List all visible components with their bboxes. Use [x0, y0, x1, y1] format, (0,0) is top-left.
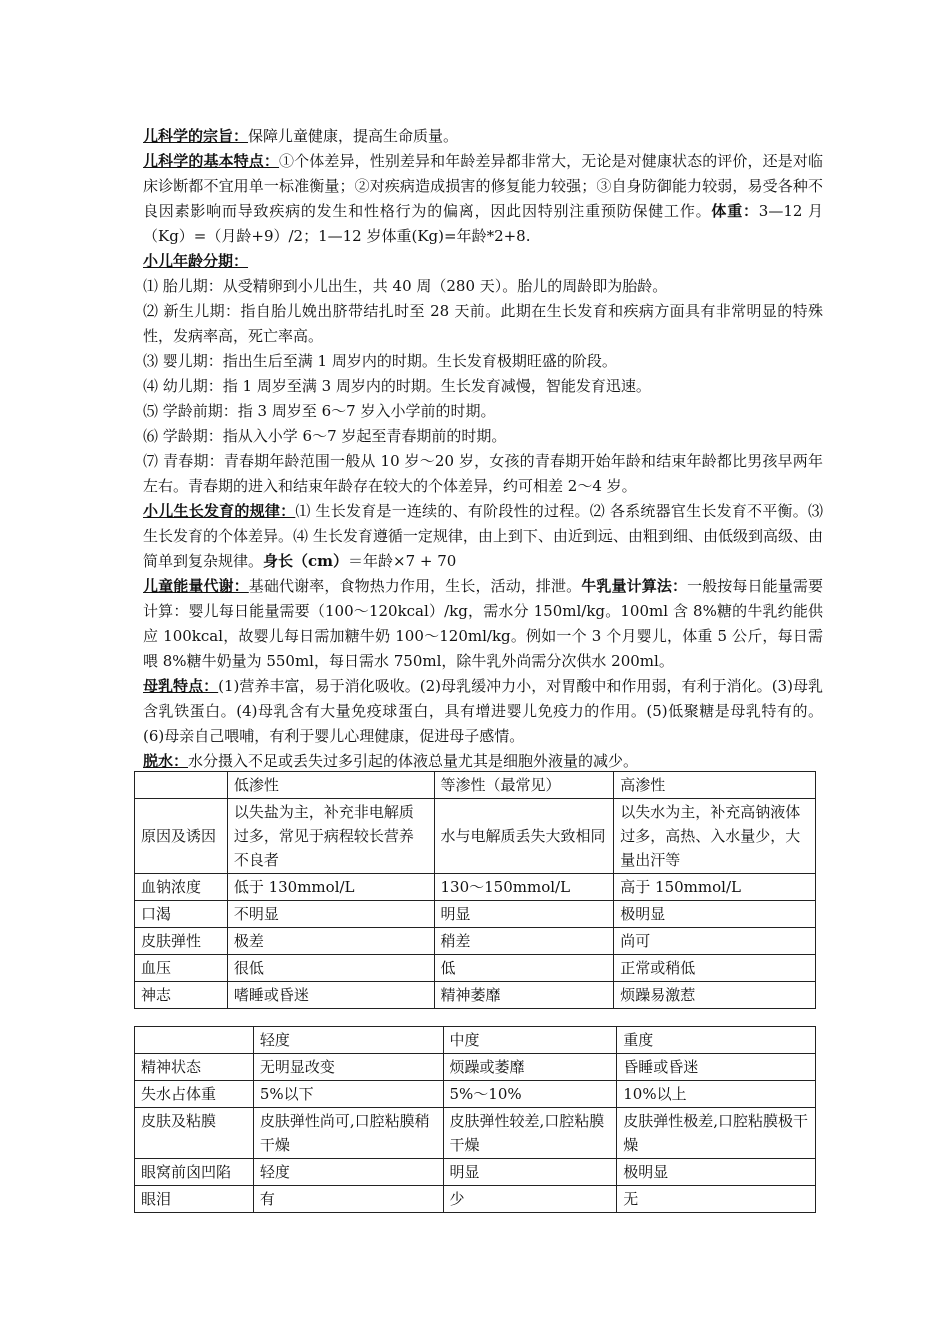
table-cell: 130～150mmol/L	[434, 874, 614, 901]
table-cell: 高于 150mmol/L	[614, 874, 816, 901]
text-milk: 一般按每日能量需要计算：婴儿每日能量需要（100～120kcal）/kg，需水分 150ml/kg。100ml 含 8%糖的牛乳约能供应 100kcal，故婴儿每日需加糖牛奶 100～120ml/kg。例如一个 3 个月婴儿，体重 5 公斤，每日需喂 8%糖牛奶量为 550ml，每日需水 750ml，除牛乳外尚需分次供水 200ml。	[143, 577, 823, 670]
table-cell: 皮肤弹性尚可,口腔粘膜稍干燥	[253, 1108, 443, 1159]
paragraph-energy	[143, 574, 823, 674]
stage-item: ⑴ 胎儿期：从受精卵到小儿出生，共 40 周（280 天）。胎儿的周龄即为胎龄。	[143, 277, 668, 295]
table-row	[135, 1054, 816, 1081]
text-height: ＝年龄×7 + 70	[348, 552, 457, 570]
table-row	[135, 1108, 816, 1159]
table-cell: 低于 130mmol/L	[227, 874, 434, 901]
table-cell: 高渗性	[614, 772, 816, 799]
table-cell: 水与电解质丢失大致相同	[434, 799, 614, 874]
table-cell: 烦躁或萎靡	[443, 1054, 617, 1081]
paragraph-features	[143, 149, 823, 249]
table-cell: 不明显	[227, 901, 434, 928]
table-cell: 口渴	[135, 901, 228, 928]
stage-item: ⑷ 幼儿期：指 1 周岁至满 3 周岁内的时期。生长发育减慢，智能发育迅速。	[143, 377, 651, 395]
stage-item: ⑹ 学龄期：指从入小学 6～7 岁起至青春期前的时期。	[143, 427, 507, 445]
table-cell: 中度	[443, 1027, 617, 1054]
table-cell: 精神状态	[135, 1054, 254, 1081]
table-cell: 嗜睡或昏迷	[227, 982, 434, 1009]
table-row	[135, 1186, 816, 1213]
heading-dehydration: 脱水：	[143, 752, 189, 770]
table-row	[135, 799, 816, 874]
paragraph-purpose	[143, 124, 823, 149]
table-cell: 5%以下	[253, 1081, 443, 1108]
label-milk: 牛乳量计算法：	[581, 577, 688, 595]
label-weight: 体重：	[711, 202, 759, 220]
table-cell: 原因及诱因	[135, 799, 228, 874]
label-height: 身长（cm）	[263, 552, 349, 570]
table-cell	[135, 1027, 254, 1054]
table-row	[135, 901, 816, 928]
table-cell: 神志	[135, 982, 228, 1009]
dehydration-type-table	[134, 771, 816, 1009]
paragraph-age-stages	[143, 249, 823, 274]
text-weight: 3—12 月（Kg）=（月龄+9）/2；1—12 岁体重(Kg)=年龄*2+8.	[143, 202, 823, 245]
table-row	[135, 928, 816, 955]
table-cell: 以失盐为主，补充非电解质过多，常见于病程较长营养不良者	[227, 799, 434, 874]
table-cell: 皮肤弹性	[135, 928, 228, 955]
table-cell: 昏睡或昏迷	[617, 1054, 816, 1081]
text-breastmilk: (1)营养丰富，易于消化吸收。(2)母乳缓冲力小，对胃酸中和作用弱，有利于消化。(3)母乳含乳铁蛋白。(4)母乳含有大量免疫球蛋白，具有增进婴儿免疫力的作用。(5)低聚糖是母乳特有的。 (6)母亲自己喂哺，有利于婴儿心理健康，促进母子感情。	[143, 677, 823, 745]
text-dehydration: 水分摄入不足或丢失过多引起的体液总量尤其是细胞外液量的减少。	[188, 752, 639, 770]
heading-purpose: 儿科学的宗旨：	[143, 127, 249, 145]
table-cell: 等渗性（最常见）	[434, 772, 614, 799]
table-cell: 极差	[227, 928, 434, 955]
table-cell: 眼泪	[135, 1186, 254, 1213]
table-cell: 轻度	[253, 1159, 443, 1186]
table-cell: 烦躁易激惹	[614, 982, 816, 1009]
text-features: ①个体差异，性别差异和年龄差异都非常大，无论是对健康状态的评价，还是对临床诊断都不宜用单一标准衡量；②对疾病造成损害的修复能力较强；③自身防御能力较弱，易受各种不良因素影响而导致疾病的发生和性格行为的偏离，因此因特别注重预防保健工作。	[143, 152, 823, 220]
table-cell: 明显	[434, 901, 614, 928]
table-cell: 血压	[135, 955, 228, 982]
table-cell: 血钠浓度	[135, 874, 228, 901]
table-cell: 极明显	[617, 1159, 816, 1186]
stage-item: ⑺ 青春期：青春期年龄范围一般从 10 岁～20 岁，女孩的青春期开始年龄和结束年龄都比男孩早两年左右。青春期的进入和结束年龄存在较大的个体差异，约可相差 2～4 岁。	[143, 452, 823, 495]
table-cell: 精神萎靡	[434, 982, 614, 1009]
table-cell: 皮肤及粘膜	[135, 1108, 254, 1159]
table-cell: 正常或稍低	[614, 955, 816, 982]
table-cell: 皮肤弹性极差,口腔粘膜极干燥	[617, 1108, 816, 1159]
text-energy: 基础代谢率，食物热力作用，生长，活动，排泄。	[248, 577, 582, 595]
heading-breastmilk: 母乳特点：	[143, 677, 219, 695]
table-cell: 很低	[227, 955, 434, 982]
text-purpose: 保障儿童健康，提高生命质量。	[248, 127, 459, 145]
dehydration-degree-table	[134, 1026, 816, 1213]
table-cell: 无明显改变	[253, 1054, 443, 1081]
table-header-row	[135, 772, 816, 799]
stage-item: ⑵ 新生儿期：指自胎儿娩出脐带结扎时至 28 天前。此期在生长发育和疾病方面具有非常明显的特殊性，发病率高，死亡率高。	[143, 302, 823, 345]
table-cell: 明显	[443, 1159, 617, 1186]
table-cell: 皮肤弹性较差,口腔粘膜干燥	[443, 1108, 617, 1159]
table-cell: 轻度	[253, 1027, 443, 1054]
table-cell: 无	[617, 1186, 816, 1213]
text-growth: ⑴ 生长发育是一连续的、有阶段性的过程。⑵ 各系统器官生长发育不平衡。⑶ 生长发育的个体差异。⑷ 生长发育遵循一定规律，由上到下、由近到远、由粗到细、由低级到高级、由简单到复杂规律。	[143, 502, 823, 570]
table-row	[135, 1159, 816, 1186]
table-cell: 眼窝前囟凹陷	[135, 1159, 254, 1186]
heading-energy: 儿童能量代谢：	[143, 577, 249, 595]
paragraph-growth	[143, 499, 823, 574]
table-cell: 低	[434, 955, 614, 982]
table-cell: 10%以上	[617, 1081, 816, 1108]
stage-item: ⑸ 学龄前期：指 3 周岁至 6～7 岁入小学前的时期。	[143, 402, 496, 420]
table-row	[135, 955, 816, 982]
table-cell: 尚可	[614, 928, 816, 955]
table-cell: 极明显	[614, 901, 816, 928]
stage-item: ⑶ 婴儿期：指出生后至满 1 周岁内的时期。生长发育极期旺盛的阶段。	[143, 352, 617, 370]
table-row	[135, 982, 816, 1009]
table-cell: 低渗性	[227, 772, 434, 799]
table-cell: 少	[443, 1186, 617, 1213]
table-header-row	[135, 1027, 816, 1054]
table-cell: 有	[253, 1186, 443, 1213]
table-cell: 失水占体重	[135, 1081, 254, 1108]
table-cell: 稍差	[434, 928, 614, 955]
paragraph-breastmilk	[143, 674, 823, 749]
heading-growth: 小儿生长发育的规律：	[143, 502, 296, 520]
table-row	[135, 874, 816, 901]
table-cell: 以失水为主，补充高钠液体过多，高热、入水量少，大量出汗等	[614, 799, 816, 874]
table-row	[135, 1081, 816, 1108]
heading-age-stages: 小儿年龄分期：	[143, 252, 249, 270]
table-cell: 5%～10%	[443, 1081, 617, 1108]
table-cell	[135, 772, 228, 799]
document-body	[143, 124, 823, 774]
heading-features: 儿科学的基本特点：	[143, 152, 280, 170]
table-cell: 重度	[617, 1027, 816, 1054]
